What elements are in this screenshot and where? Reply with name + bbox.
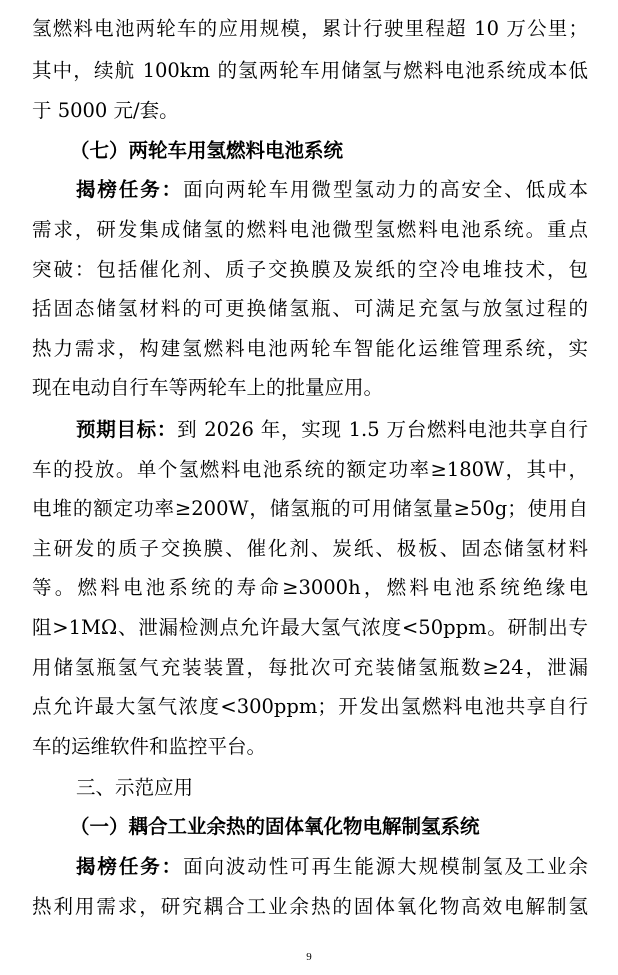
paragraph-line: 阻>1MΩ、泄漏检测点允许最大氢气浓度<50ppm。研制出专 [32, 616, 588, 639]
page-number: 9 [306, 951, 312, 963]
paragraph-line: 括固态储氢材料的可更换储氢瓶、可满足充氢与放氢过程的 [32, 297, 588, 320]
paragraph-line: 电堆的额定功率≥200W，储氢瓶的可用储氢量≥50g；使用自 [32, 497, 588, 520]
paragraph-lead: 预期目标： [76, 418, 178, 441]
paragraph-line: 揭榜任务：面向波动性可再生能源大规模制氢及工业余 [76, 855, 588, 878]
paragraph-line: 主研发的质子交换膜、催化剂、炭纸、极板、固态储氢材料 [32, 537, 588, 560]
paragraph-line: 车的投放。单个氢燃料电池系统的额定功率≥180W，其中， [32, 458, 588, 481]
paragraph-line: 需求，研发集成储氢的燃料电池微型氢燃料电池系统。重点 [32, 218, 588, 241]
paragraph-line: 预期目标：到 2026 年，实现 1.5 万台燃料电池共享自行 [76, 418, 588, 441]
paragraph-line: 其中，续航 100km 的氢两轮车用储氢与燃料电池系统成本低 [32, 59, 588, 82]
paragraph-line: 揭榜任务：面向两轮车用微型氢动力的高安全、低成本 [76, 178, 588, 201]
paragraph-line: 热力需求，构建氢燃料电池两轮车智能化运维管理系统，实 [32, 337, 588, 360]
paragraph-line: 于 5000 元/套。 [32, 99, 179, 122]
paragraph-line: 用储氢瓶氢气充装装置，每批次可充装储氢瓶数≥24，泄漏 [32, 656, 588, 679]
paragraph-line: 等。燃料电池系统的寿命≥3000h，燃料电池系统绝缘电 [32, 576, 588, 599]
paragraph-lead: 揭榜任务： [76, 178, 184, 201]
paragraph-line: 点允许最大氢气浓度<300ppm；开发出氢燃料电池共享自行 [32, 695, 588, 718]
paragraph-line: 氢燃料电池两轮车的应用规模，累计行驶里程超 10 万公里； [32, 17, 588, 40]
section-heading: （一）耦合工业余热的固体氧化物电解制氢系统 [70, 815, 480, 838]
paragraph-line: 车的运维软件和监控平台。 [32, 735, 267, 758]
paragraph-lead: 揭榜任务： [76, 855, 184, 878]
paragraph-line: 现在电动自行车等两轮车上的批量应用。 [32, 376, 384, 399]
section-heading: 三、示范应用 [76, 776, 194, 799]
section-heading: （七）两轮车用氢燃料电池系统 [70, 139, 344, 162]
paragraph-line: 热利用需求，研究耦合工业余热的固体氧化物高效电解制氢 [32, 895, 588, 918]
paragraph-line: 突破：包括催化剂、质子交换膜及炭纸的空冷电堆技术，包 [32, 258, 588, 281]
